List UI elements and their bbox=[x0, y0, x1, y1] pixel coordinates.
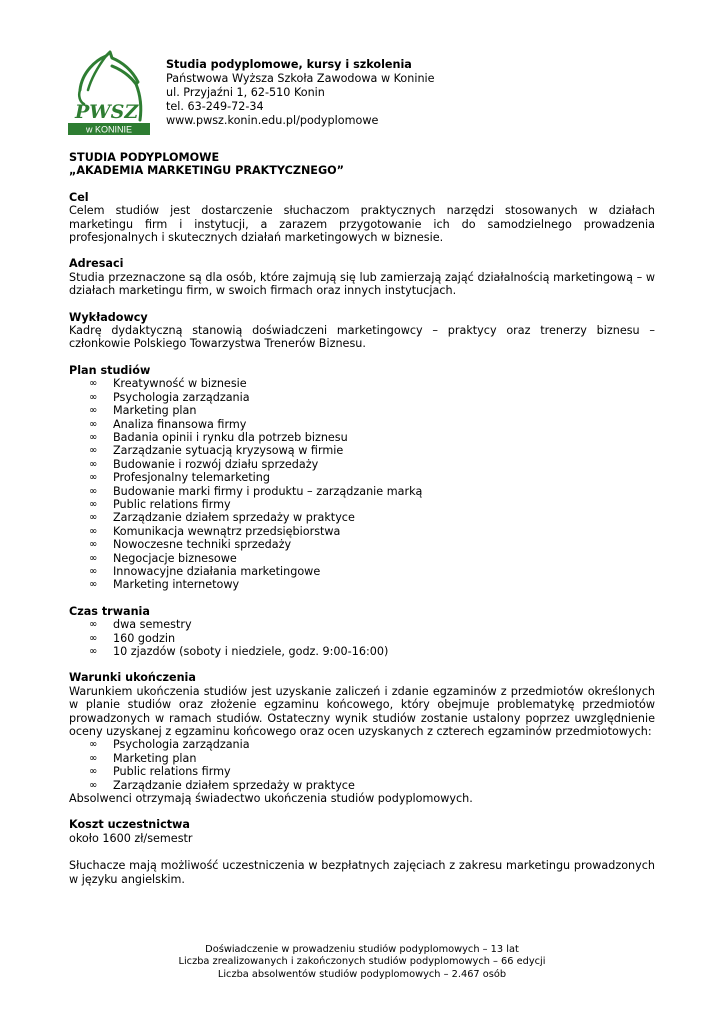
list-item bbox=[89, 765, 655, 778]
list-item-text: Public relations firmy bbox=[113, 765, 231, 779]
section-closing-text: Absolwenci otrzymają świadectwo ukończenia studiów podyplomowych. bbox=[69, 792, 473, 806]
infinity-bullet-icon: ∞ bbox=[89, 512, 98, 524]
document-body bbox=[69, 151, 655, 886]
list-item-text: dwa semestry bbox=[113, 618, 192, 632]
list-item bbox=[89, 498, 655, 511]
section-koszt bbox=[69, 818, 655, 845]
list-item bbox=[89, 738, 655, 751]
list-item bbox=[89, 538, 655, 551]
list-item bbox=[89, 618, 655, 631]
list-item bbox=[89, 565, 655, 578]
infinity-bullet-icon: ∞ bbox=[89, 552, 98, 564]
list-item bbox=[89, 485, 655, 498]
list-item-text: Zarządzanie sytuacją kryzysową w firmie bbox=[113, 444, 344, 458]
list-item bbox=[89, 377, 655, 390]
infinity-bullet-icon: ∞ bbox=[89, 472, 98, 484]
footer-stats bbox=[0, 944, 724, 981]
list-item bbox=[89, 431, 655, 444]
footer-line: Doświadczenie w prowadzeniu studiów podyplomowych – 13 lat bbox=[205, 944, 519, 955]
list-item-text: Public relations firmy bbox=[113, 497, 231, 511]
list-item-text: Komunikacja wewnątrz przedsiębiorstwa bbox=[113, 524, 341, 538]
list-item-text: Negocjacje biznesowe bbox=[113, 551, 237, 565]
pwsz-logo bbox=[66, 50, 152, 136]
list-item-text: Marketing plan bbox=[113, 751, 197, 765]
list-item bbox=[89, 645, 655, 658]
list-item bbox=[89, 418, 655, 431]
infinity-bullet-icon: ∞ bbox=[89, 498, 98, 510]
section-heading: Czas trwania bbox=[69, 604, 150, 618]
infinity-bullet-icon: ∞ bbox=[89, 418, 98, 430]
list-item bbox=[89, 444, 655, 457]
infinity-bullet-icon: ∞ bbox=[89, 405, 98, 417]
section-plan bbox=[69, 364, 655, 592]
list-item-text: Budowanie i rozwój działu sprzedaży bbox=[113, 457, 319, 471]
header-line: Państwowa Wyższa Szkoła Zawodowa w Koninie bbox=[166, 72, 435, 85]
infinity-bullet-icon: ∞ bbox=[89, 579, 98, 591]
note-text: Słuchacze mają możliwość uczestniczenia w bezpłatnych zajęciach z zakresu marketingu prowadzonych w języku angielskim. bbox=[69, 859, 655, 886]
list-item bbox=[89, 552, 655, 565]
list-item-text: 10 zjazdów (soboty i niedziele, godz. 9:00-16:00) bbox=[113, 645, 389, 658]
logo-subtext: w KONINIE bbox=[85, 124, 133, 135]
section-text: około 1600 zł/semestr bbox=[69, 831, 193, 845]
section-heading: Adresaci bbox=[69, 257, 124, 271]
header-contact bbox=[166, 58, 435, 128]
list-item-text: Nowoczesne techniki sprzedaży bbox=[113, 538, 292, 552]
list-item-text: 160 godzin bbox=[113, 631, 176, 645]
section-heading: Wykładowcy bbox=[69, 310, 148, 324]
section-adresaci bbox=[69, 257, 655, 297]
list-item-text: Kreatywność w biznesie bbox=[113, 377, 247, 391]
section-czas bbox=[69, 605, 655, 659]
list-item-text: Innowacyjne działania marketingowe bbox=[113, 564, 321, 578]
infinity-bullet-icon: ∞ bbox=[89, 646, 98, 657]
list-item bbox=[89, 404, 655, 417]
list-item-text: Budowanie marki firmy i produktu – zarządzanie marką bbox=[113, 484, 423, 498]
horse-head-logo-icon bbox=[66, 50, 152, 136]
section-text: Studia przeznaczone są dla osób, które zajmują się lub zamierzają zająć działalnością marketingową – w działach marketingu firm, w swoich firmach oraz innych instytucjach. bbox=[69, 270, 655, 298]
list-item-text: Psychologia zarządzania bbox=[113, 738, 250, 752]
list-item bbox=[89, 391, 655, 404]
infinity-bullet-icon: ∞ bbox=[89, 525, 98, 537]
section-text: Warunkiem ukończenia studiów jest uzyskanie zaliczeń i zdanie egzaminów z przedmiotów określonych w planie studiów oraz złożenie egzaminu końcowego, który obejmuje problematykę przedmiotów prowadzonych w ramach studiów. Ostateczny wynik studiów zostanie ustalony poprzez uwzględnienie oceny uzyskanej z egzaminu końcowego oraz ocen uzyskanych z czterech egzaminów przedmiotowych: bbox=[69, 684, 655, 739]
section-heading: Cel bbox=[69, 190, 89, 204]
doc-title-line-1: STUDIA PODYPLOMOWE bbox=[69, 151, 220, 164]
infinity-bullet-icon: ∞ bbox=[89, 752, 98, 764]
list-item-text: Zarządzanie działem sprzedaży w praktyce bbox=[113, 778, 355, 792]
infinity-bullet-icon: ∞ bbox=[89, 378, 98, 390]
czas-list bbox=[69, 618, 655, 658]
list-item bbox=[89, 632, 655, 645]
list-item bbox=[89, 458, 655, 471]
list-item bbox=[89, 525, 655, 538]
list-item bbox=[89, 779, 655, 792]
infinity-bullet-icon: ∞ bbox=[89, 445, 98, 457]
section-heading: Koszt uczestnictwa bbox=[69, 818, 190, 832]
list-item bbox=[89, 578, 655, 591]
list-item-text: Psychologia zarządzania bbox=[113, 390, 250, 404]
infinity-bullet-icon: ∞ bbox=[89, 766, 98, 778]
infinity-bullet-icon: ∞ bbox=[89, 632, 98, 644]
footer-line: Liczba zrealizowanych i zakończonych studiów podyplomowych – 66 edycji bbox=[178, 956, 546, 968]
doc-title-line-2: „AKADEMIA MARKETINGU PRAKTYCZNEGO” bbox=[69, 164, 345, 178]
footer-line: Liczba absolwentów studiów podyplomowych – 2.467 osób bbox=[217, 968, 507, 980]
list-item-text: Analiza finansowa firmy bbox=[113, 417, 247, 431]
list-item bbox=[89, 471, 655, 484]
logo-text: PWSZ bbox=[75, 101, 139, 123]
infinity-bullet-icon: ∞ bbox=[89, 485, 98, 497]
header-title: Studia podyplomowe, kursy i szkolenia bbox=[166, 58, 412, 71]
warunki-list bbox=[69, 738, 655, 792]
list-item-text: Marketing plan bbox=[113, 404, 197, 418]
list-item-text: Marketing internetowy bbox=[113, 578, 240, 592]
list-item-text: Profesjonalny telemarketing bbox=[113, 471, 270, 485]
infinity-bullet-icon: ∞ bbox=[89, 619, 98, 631]
list-item bbox=[89, 752, 655, 765]
list-item-text: Badania opinii i rynku dla potrzeb biznesu bbox=[113, 430, 348, 444]
section-heading: Warunki ukończenia bbox=[69, 671, 196, 685]
header-line: ul. Przyjaźni 1, 62-510 Konin bbox=[166, 86, 325, 99]
header-line: tel. 63-249-72-34 bbox=[166, 100, 264, 113]
infinity-bullet-icon: ∞ bbox=[89, 739, 98, 751]
infinity-bullet-icon: ∞ bbox=[89, 431, 98, 443]
section-wykladowcy bbox=[69, 311, 655, 351]
infinity-bullet-icon: ∞ bbox=[89, 779, 98, 791]
infinity-bullet-icon: ∞ bbox=[89, 539, 98, 551]
header-line: www.pwsz.konin.edu.pl/podyplomowe bbox=[166, 114, 379, 127]
section-cel bbox=[69, 191, 655, 245]
list-item-text: Zarządzanie działem sprzedaży w praktyce bbox=[113, 511, 355, 525]
infinity-bullet-icon: ∞ bbox=[89, 458, 98, 470]
list-item bbox=[89, 511, 655, 524]
section-text: Celem studiów jest dostarczenie słuchaczom praktycznych narzędzi stosowanych w działach marketingu firm i instytucji, a zarazem przygotowanie ich do samodzielnego prowadzenia profesjonalnych i skutecznych działań marketingowych w biznesie. bbox=[69, 204, 655, 245]
infinity-bullet-icon: ∞ bbox=[89, 565, 98, 577]
section-heading: Plan studiów bbox=[69, 363, 151, 377]
section-warunki bbox=[69, 671, 655, 805]
infinity-bullet-icon: ∞ bbox=[89, 391, 98, 403]
section-text: Kadrę dydaktyczną stanowią doświadczeni marketingowcy – praktycy oraz trenerzy biznesu – członkowie Polskiego Towarzystwa Trenerów Biznesu. bbox=[69, 324, 655, 351]
plan-list bbox=[69, 377, 655, 592]
